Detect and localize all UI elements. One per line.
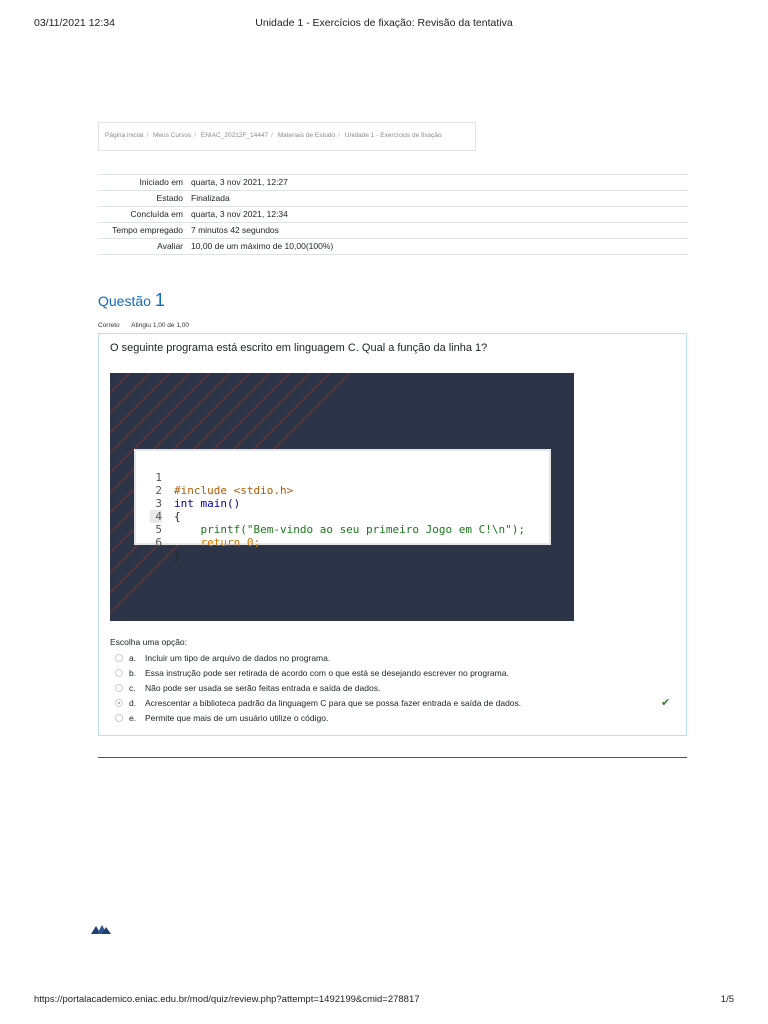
attempt-summary-table (98, 174, 687, 255)
print-page-number: 1/5 (720, 994, 734, 1005)
summary-value: quarta, 3 nov 2021, 12:27 (191, 177, 288, 187)
question-status: Correto (98, 322, 120, 329)
summary-row-grade (98, 238, 687, 255)
question-heading-label: Questão (98, 293, 151, 309)
summary-value: 10,00 de um máximo de 10,00(100%) (191, 241, 334, 251)
question-grade: Atingiu 1,00 de 1,00 (131, 322, 189, 329)
summary-row-started (98, 174, 687, 190)
code-line-1 (136, 458, 294, 497)
radio-button[interactable] (115, 714, 123, 722)
summary-label: Estado (156, 193, 183, 203)
option-text: Não pode ser usada se serão feitas entrada e saída de dados. (145, 683, 381, 693)
summary-value: quarta, 3 nov 2021, 12:34 (191, 209, 288, 219)
summary-label: Tempo empregado (112, 225, 183, 235)
radio-button[interactable] (115, 654, 123, 662)
radio-button[interactable] (115, 669, 123, 677)
code-editor-card (136, 451, 549, 562)
summary-value: Finalizada (191, 193, 230, 203)
question-content-box (98, 333, 687, 736)
option-letter: a. (129, 653, 137, 663)
code-text: } (174, 549, 181, 562)
question-text: O seguinte programa está escrito em linguagem C. Qual a função da linha 1? (110, 342, 488, 354)
option-text: Permite que mais de um usuário utilize o código. (145, 713, 329, 723)
code-image (110, 373, 574, 621)
code-text: int main() (174, 497, 241, 510)
check-icon: ✔ (661, 697, 671, 709)
breadcrumb-quiz[interactable]: Unidade 1 - Exercícios de fixação (344, 132, 442, 139)
code-text: printf("Bem-vindo ao seu primeiro Jogo em C!\n"); (174, 523, 525, 536)
print-header (34, 17, 734, 31)
section-divider (98, 757, 687, 758)
summary-row-time-taken (98, 222, 687, 238)
breadcrumb-home[interactable]: Página inicial (105, 132, 144, 139)
option-text: Acrescentar a biblioteca padrão da linguagem C para que se possa fazer entrada e saída de dados. (145, 698, 522, 708)
code-line-3 (136, 484, 189, 523)
summary-label: Iniciado em (139, 177, 183, 187)
code-line-6 (136, 523, 189, 562)
line-number: 6 (155, 536, 162, 549)
option-text: Essa instrução pode ser retirada de acordo com o que está se desejando escrever no programa. (145, 668, 509, 678)
code-text: { (174, 510, 181, 523)
option-text: Incluir um tipo de arquivo de dados no programa. (145, 653, 331, 663)
breadcrumb: Página inicial / Meus Cursos / ENIAC_20212F_14447 / Materiais de Estudo / Unidade 1 - Exercícios de fixação (98, 122, 476, 151)
print-title: Unidade 1 - Exercícios de fixação: Revisão da tentativa (255, 17, 513, 29)
option-letter: e. (129, 713, 137, 723)
line-number: 4 (150, 510, 162, 523)
option-letter: b. (129, 668, 137, 678)
summary-label: Avaliar (157, 241, 183, 251)
summary-value: 7 minutos 42 segundos (191, 225, 279, 235)
line-number: 5 (155, 523, 162, 536)
print-datetime: 03/11/2021 12:34 (34, 17, 115, 29)
print-url: https://portalacademico.eniac.edu.br/mod/quiz/review.php?attempt=1492199&cmid=278817 (34, 994, 420, 1005)
institution-logo-icon (91, 923, 111, 934)
radio-button[interactable] (115, 684, 123, 692)
line-number: 3 (155, 497, 162, 510)
question-info (98, 322, 199, 329)
summary-row-completed (98, 206, 687, 222)
summary-label: Concluída em (130, 209, 183, 219)
code-text: return 0; (174, 536, 261, 549)
question-heading (98, 290, 165, 311)
breadcrumb-my-courses[interactable]: Meus Cursos (152, 132, 192, 139)
choose-option-label: Escolha uma opção: (110, 637, 188, 647)
breadcrumb-materials[interactable]: Materiais de Estudo (277, 132, 336, 139)
line-number: 2 (155, 484, 162, 497)
option-letter: c. (129, 683, 136, 693)
question-number: 1 (154, 290, 165, 310)
option-letter: d. (129, 698, 137, 708)
summary-row-state (98, 190, 687, 206)
radio-button-checked[interactable] (115, 699, 123, 707)
code-line-5 (136, 510, 261, 549)
code-text: #include <stdio.h> (174, 484, 294, 497)
breadcrumb-course[interactable]: ENIAC_20212F_14447 (200, 132, 269, 139)
line-number: 1 (155, 471, 162, 484)
